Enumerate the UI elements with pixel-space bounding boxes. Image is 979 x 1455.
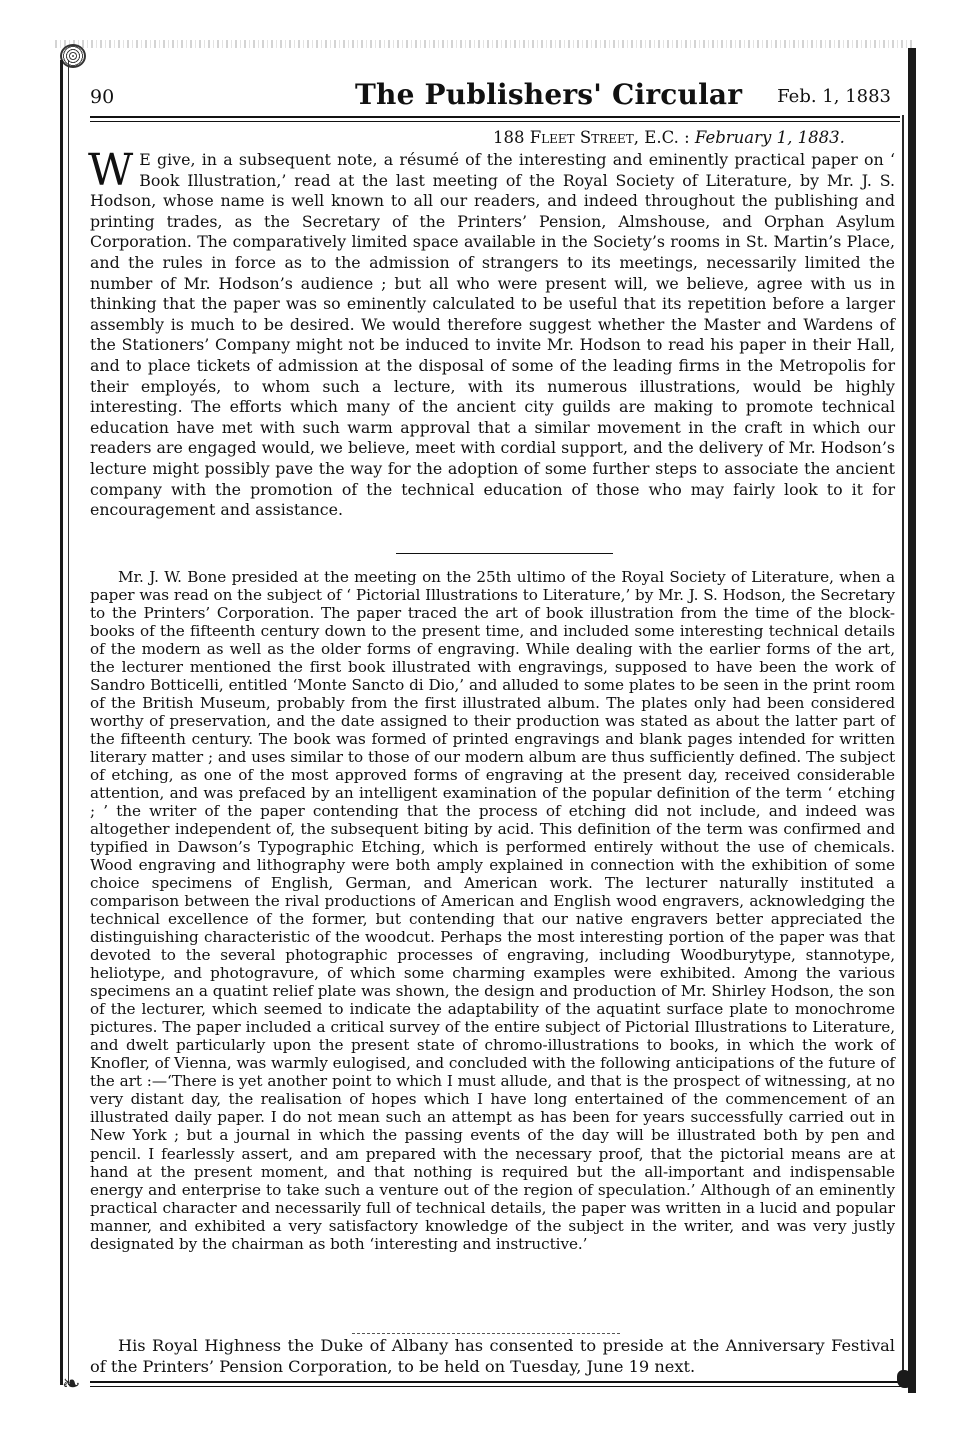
left-border-rule bbox=[60, 60, 63, 1385]
header-rule bbox=[90, 116, 900, 118]
scan-artifact-top bbox=[55, 40, 915, 48]
flourish-icon: ❧ bbox=[62, 1372, 81, 1397]
ink-blot-icon bbox=[897, 1370, 913, 1388]
left-border-rule-inner bbox=[68, 60, 69, 1385]
article-body: E give, in a subsequent note, a résumé of the interesting and eminently practical paper on ‘ Book Illustration,’ read at the last meeting of the Royal Society of Literature, by Mr. J. S. Hodson, whose name is well known to all our readers, and indeed throughout the publishing and printing trades, as the Secretary of the Printers’ Pension, Almshouse, and Orphan Asylum Corporation. The comparatively limited space available in the Society’s rooms in St. Martin’s Place, and the rules in force as to the admission of strangers to its meetings, necessarily limited the number of Mr. Hodson’s audience ; but all who were present will, we believe, agree with us in thinking that the paper was so eminently calculated to be useful that its repetition before a larger assembly is much to be desired. We would therefore suggest whether the Master and Wardens of the Stationers’ Company might not be induced to invite Mr. Hodson to read his paper in their Hall, and to place tickets of admission at the disposal of some of the leading firms in the Metropolis for their employés, to whom such a lecture, with its numerous illustrations, would be highly interesting. The efforts which many of the ancient city guilds are making to promote technical education have met with such warm approval that a similar movement in the craft in which our readers are engaged would, we believe, meet with cordial support, and the delivery of Mr. Hodson’s lecture might possibly pave the way for the adoption of some further steps to associate the ancient company with the promotion of the technical education of those who may fairly look to it for encouragement and assistance. bbox=[90, 150, 895, 520]
section-divider bbox=[396, 553, 613, 554]
article-body: Mr. J. W. Bone presided at the meeting on the 25th ultimo of the Royal Society of Literature, when a paper was read on the subject of ‘ Pictorial Illustrations to Literature,’ by Mr. J. S. Hodson, the Secretary to the Printers’ Corporation. The paper traced the art of book illustration from the time of the block-books of the fifteenth century down to the present time, and included some interesting technical details of the modern as well as the older forms of engraving. While dealing with the earlier forms of the art, the lecturer mentioned the first book illustrated with engravings, supposed to have been the work of Sandro Botticelli, entitled ‘Monte Sancto di Dio,’ and alluded to some plates to be seen in the print room of the British Museum, probably from the first illustrated album. The plates only had been considered worthy of preservation, and the date assigned to their production was stated as about the latter part of the fifteenth century. The book was formed of printed engravings and blank pages intended for written literary matter ; and uses similar to those of our modern album are thus sufficiently defined. The subject of etching, as one of the most approved forms of engraving at the present day, received considerable attention, and was prefaced by an intelligent examination of the popular definition of the term ‘ etching ; ’ the writer of the paper contending that the process of etching did not include, and indeed was altogether independent of, the subsequent biting by acid. This definition of the term was confirmed and typified in Dawson’s Typographic Etching, which is performed entirely without the use of chemicals. Wood engraving and lithography were both amply explained in connection with the exhibition of some choice specimens of English, German, and American work. The lecturer naturally instituted a comparison between the rival productions of American and English wood engravers, acknowledging the technical excellence of the former, but contending that our native engravers better appreciated the distinguishing characteristic of the woodcut. Perhaps the most interesting portion of the paper was that devoted to the several photographic processes of engraving, including Woodburytype, stannotype, heliotype, and photogravure, of which some charming examples were exhibited. Among the various specimens an a quatint relief plate was shown, the design and production of Mr. Shirley Hodson, the son of the lecturer, which seemed to indicate the adaptability of the aquatint surface plate to monochrome pictures. The paper included a critical survey of the entire subject of Pictorial Illustrations to Literature, and dwelt particularly upon the present state of chromo-illustrations to books, in which the work of Knofler, of Vienna, was warmly eulogised, and concluded with the following anticipations of the future of the art :—‘There is yet another point to which I must allude, and that is the prospect of witnessing, at no very distant day, the realisation of hopes which I have long entertained of the commencement of an illustrated daily paper. I do not mean such an attempt as has been for years successfully carried out in New York ; but a journal in which the passing events of the day will be illustrated both by pen and pencil. I fearlessly assert, and am prepared with the necessary proof, that the pictorial means are at hand at the present moment, and that nothing is required but the all-important and indispensable energy and enterprise to take such a venture out of the region of speculation.’ Although of an eminently practical character and necessarily full of technical details, the paper was written in a lucid and popular manner, and exhibited a very satisfactory knowledge of the subject in the writer, and was very justly designated by the chairman as both ‘interesting and instructive.’ bbox=[90, 568, 895, 1253]
footer-rule bbox=[90, 1381, 908, 1383]
dateline bbox=[493, 128, 845, 147]
right-border-rule bbox=[908, 48, 916, 1393]
right-border-rule-inner bbox=[902, 115, 904, 1385]
article-body: His Royal Highness the Duke of Albany has consented to preside at the Anniversary Festival of the Printers’ Pension Corporation, to be held on Tuesday, June 19 next. bbox=[90, 1336, 895, 1376]
section-divider-dashed bbox=[352, 1333, 620, 1334]
ornament-icon bbox=[60, 44, 86, 68]
article-book-illustration bbox=[88, 145, 895, 521]
header-rule-thin bbox=[90, 121, 900, 122]
dateline-date: February 1, 1883. bbox=[694, 128, 845, 147]
dateline-address: 188 Fleet Street, E.C. : bbox=[493, 128, 690, 147]
publication-title: The Publishers' Circular bbox=[355, 78, 743, 111]
issue-date: Feb. 1, 1883 bbox=[777, 86, 891, 107]
drop-cap: W bbox=[88, 145, 134, 196]
article-royal-society-meeting bbox=[90, 568, 895, 1253]
page-number: 90 bbox=[90, 86, 115, 108]
running-header bbox=[90, 78, 895, 114]
article-duke-of-albany bbox=[90, 1336, 895, 1377]
footer-rule-thin bbox=[90, 1386, 908, 1387]
